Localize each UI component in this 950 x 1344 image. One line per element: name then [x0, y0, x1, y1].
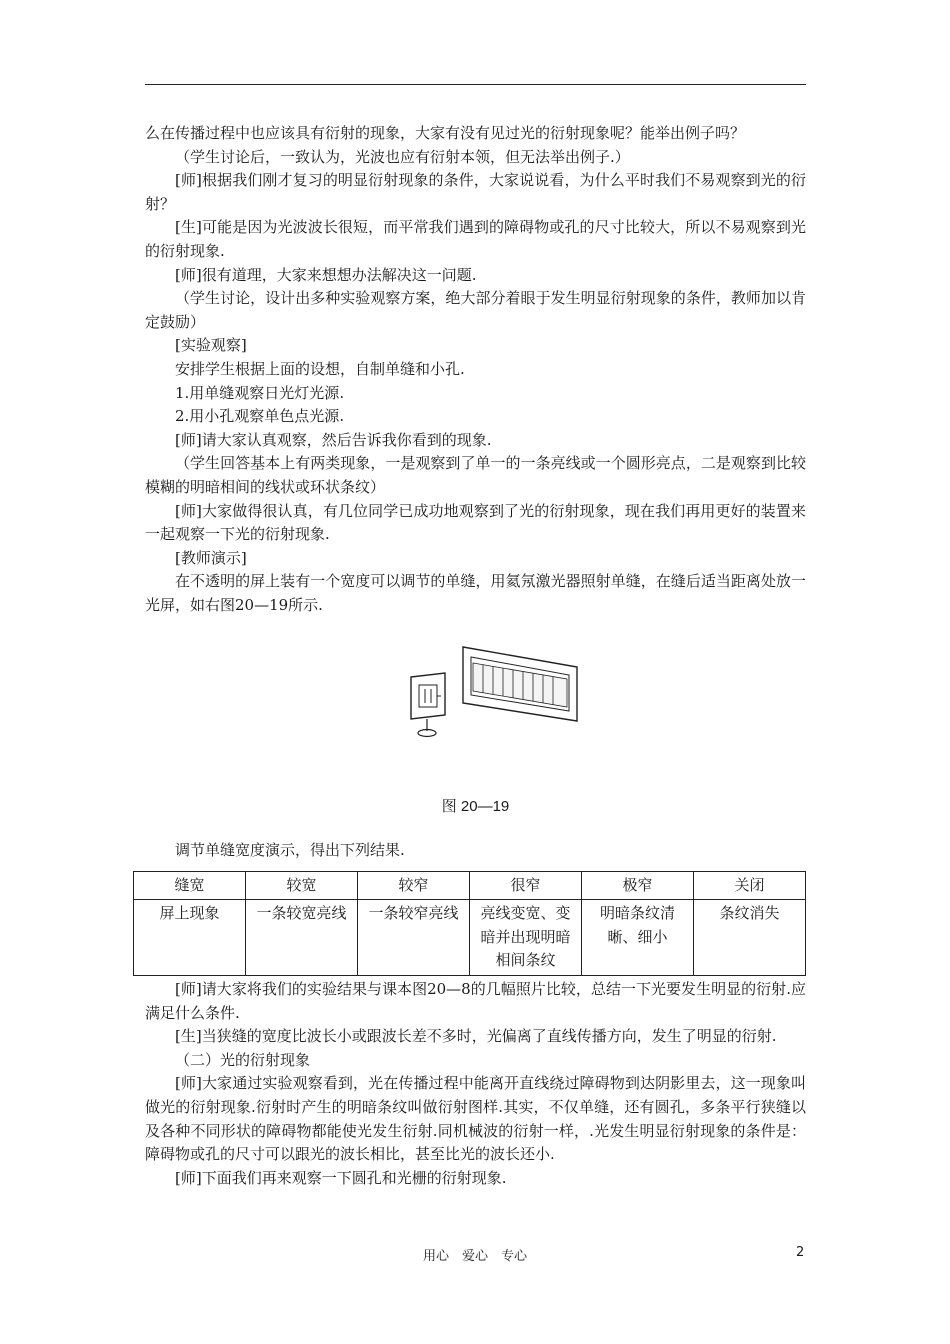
table-header-cell: 较窄: [358, 871, 470, 900]
table-row: [134, 900, 806, 976]
paragraph: （学生讨论，设计出多种实验观察方案，绝大部分着眼于发生明显衍射现象的条件，教师加以肯定鼓励）: [145, 289, 806, 331]
paragraph: [师]请大家将我们的实验结果与课本图20—8的几幅照片比较，总结一下光要发生明显的衍射.应满足什么条件.: [145, 980, 806, 1022]
paragraphs-top: [145, 122, 806, 617]
paragraphs-bottom: [145, 978, 806, 1190]
page-number: 2: [796, 1245, 805, 1260]
header-rule: [145, 84, 806, 85]
table-header-cell: 较宽: [246, 871, 358, 900]
table-cell: 亮线变宽、变暗并出现明暗相间条纹: [470, 900, 582, 976]
table-header-cell: 缝宽: [134, 871, 246, 900]
table-header-cell: 极窄: [582, 871, 694, 900]
paragraph: [生]当狭缝的宽度比波长小或跟波长差不多时，光偏离了直线传播方向，发生了明显的衍射.: [175, 1027, 777, 1046]
paragraph: 1.用单缝观察日光灯光源.: [175, 383, 345, 402]
table-header-row: [134, 871, 806, 900]
figure-caption: 图 20—19: [441, 798, 510, 816]
page-body: [145, 122, 806, 1190]
paragraph: 2.用小孔观察单色点光源.: [175, 407, 345, 426]
paragraph: [教师演示]: [175, 548, 247, 567]
paragraph: [生]可能是因为光波波长很短，而平常我们遇到的障碍物或孔的尺寸比较大，所以不易观察到光的衍射现象.: [145, 218, 806, 260]
table-cell: 一条较宽亮线: [246, 900, 358, 976]
figure-20-19: [145, 629, 806, 789]
table-header-cell: 很窄: [470, 871, 582, 900]
table-cell: 屏上现象: [134, 900, 246, 976]
paragraph: （二）光的衍射现象: [175, 1050, 311, 1069]
paragraph: [师]大家做得很认真，有几位同学已成功地观察到了光的衍射现象，现在我们再用更好的装置来一起观察一下光的衍射现象.: [145, 501, 806, 544]
paragraph: [师]很有道理，大家来想想办法解决这一问题.: [175, 265, 477, 284]
paragraph: [师]大家通过实验观察看到，光在传播过程中能离开直线绕过障碍物到达阴影里去，这一现象叫做光的衍射现象.衍射时产生的明暗条纹叫做衍射图样.其实，不仅单缝，还有圆孔，多条平行狭缝以及各种不同形状的障碍物都能使光发生衍射.同机械波的衍射一样，.光发生明显衍射现象的条件是：障碍物或孔的尺寸可以跟光的波长相比，甚至比光的波长还小.: [145, 1074, 806, 1164]
paragraph: 安排学生根据上面的设想，自制单缝和小孔.: [175, 359, 465, 378]
table-intro: 调节单缝宽度演示，得出下列结果.: [175, 841, 405, 860]
paragraph: （学生讨论后，一致认为，光波也应有衍射本领，但无法举出例子.）: [175, 147, 630, 166]
paragraph: [师]根据我们刚才复习的明显衍射现象的条件，大家说说看，为什么平时我们不易观察到光的衍射？: [145, 171, 806, 213]
paragraph: [实验观察]: [175, 336, 247, 355]
paragraph: [师]请大家认真观察，然后告诉我你看到的现象.: [175, 430, 492, 449]
results-table: [133, 871, 806, 976]
footer-motto: 用心 爱心 专心: [422, 1249, 527, 1264]
paragraph: （学生回答基本上有两类现象，一是观察到了单一的一条亮线或一个圆形亮点，二是观察到比较模糊的明暗相间的线状或环状条纹）: [145, 454, 806, 496]
table-cell: 一条较窄亮线: [358, 900, 470, 976]
results-table-wrap: [145, 871, 806, 976]
diffraction-apparatus-diagram: [405, 629, 585, 739]
paragraph: [师]下面我们再来观察一下圆孔和光栅的衍射现象.: [175, 1168, 507, 1187]
paragraph: 在不透明的屏上装有一个宽度可以调节的单缝，用氦氖激光器照射单缝，在缝后适当距离处放一光屏，如右图20—19所示.: [145, 572, 806, 614]
table-header-cell: 关闭: [694, 871, 806, 900]
table-cell: 明暗条纹清晰、细小: [582, 900, 694, 976]
paragraph: 么在传播过程中也应该具有衍射的现象，大家有没有见过光的衍射现象呢？能举出例子吗？: [145, 124, 746, 142]
table-cell: 条纹消失: [694, 900, 806, 976]
